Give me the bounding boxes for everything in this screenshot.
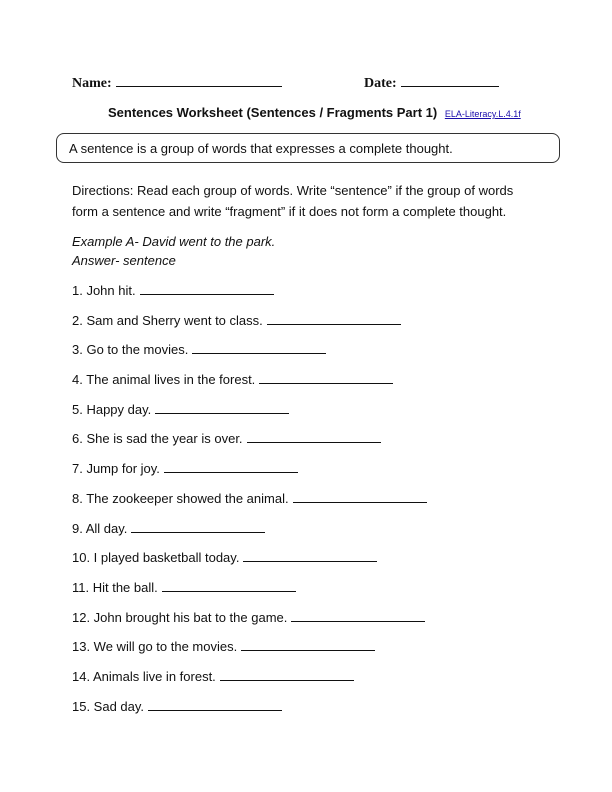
directions-text: Directions: Read each group of words. Write “sentence” if the group of words form a sentence and write “fragment” if it does not form a complete thought. [72,183,514,219]
question-text: 12. John brought his bat to the game. [72,609,288,625]
question-text: 10. I played basketball today. [72,550,240,566]
question-item [72,312,427,342]
answer-blank-line[interactable] [259,371,393,384]
question-text: 5. Happy day. [72,401,152,417]
question-text: 15. Sad day. [72,698,145,714]
definition-box [56,133,560,163]
question-text: 1. John hit. [72,283,136,298]
answer-blank-line[interactable] [131,520,265,533]
question-text: 4. The animal lives in the forest. [72,372,256,388]
answer-blank-line[interactable] [140,282,274,295]
name-field-group [72,72,282,92]
name-label: Name: [72,76,112,91]
question-item [72,401,427,431]
answer-blank-line[interactable] [247,430,381,443]
question-item [72,698,427,728]
worksheet-title-row [108,105,548,120]
question-text: 6. She is sad the year is over. [72,431,243,447]
answer-blank-line[interactable] [164,460,298,473]
question-text: 14. Animals live in forest. [72,668,216,684]
question-item [72,609,427,639]
question-item [72,549,427,579]
question-text: 2. Sam and Sherry went to class. [72,312,263,328]
name-blank-line[interactable] [116,72,282,87]
question-text: 8. The zookeeper showed the animal. [72,490,289,506]
question-text: 13. We will go to the movies. [72,639,238,655]
answer-blank-line[interactable] [243,549,377,562]
answer-blank-line[interactable] [162,579,296,592]
question-text: 7. Jump for joy. [72,461,160,477]
question-item [72,430,427,460]
example-sentence: Example A- David went to the park. [72,234,276,249]
question-item [72,579,427,609]
question-item [72,341,427,371]
date-field-group [364,72,499,92]
question-list [72,282,427,727]
question-text: 3. Go to the movies. [72,342,189,358]
standard-link[interactable]: ELA-Literacy.L.4.1f [444,109,521,119]
answer-blank-line[interactable] [267,312,401,325]
question-item [72,520,427,550]
answer-blank-line[interactable] [148,698,282,711]
date-blank-line[interactable] [401,72,499,87]
answer-blank-line[interactable] [192,341,326,354]
example-block [72,232,275,270]
date-label: Date: [364,76,397,91]
header-row [72,72,512,92]
question-item [72,371,427,401]
question-item [72,638,427,668]
question-text: 9. All day. [72,520,128,536]
question-item [72,490,427,520]
answer-blank-line[interactable] [293,490,427,503]
question-item [72,668,427,698]
answer-blank-line[interactable] [220,668,354,681]
answer-blank-line[interactable] [155,401,289,414]
definition-text: A sentence is a group of words that expresses a complete thought. [69,141,453,156]
answer-blank-line[interactable] [241,638,375,651]
question-item [72,460,427,490]
worksheet-title: Sentences Worksheet (Sentences / Fragments Part 1) [108,105,438,120]
question-text: 11. Hit the ball. [72,579,158,595]
answer-blank-line[interactable] [291,609,425,622]
example-answer: Answer- sentence [72,253,176,268]
question-item [72,282,427,312]
